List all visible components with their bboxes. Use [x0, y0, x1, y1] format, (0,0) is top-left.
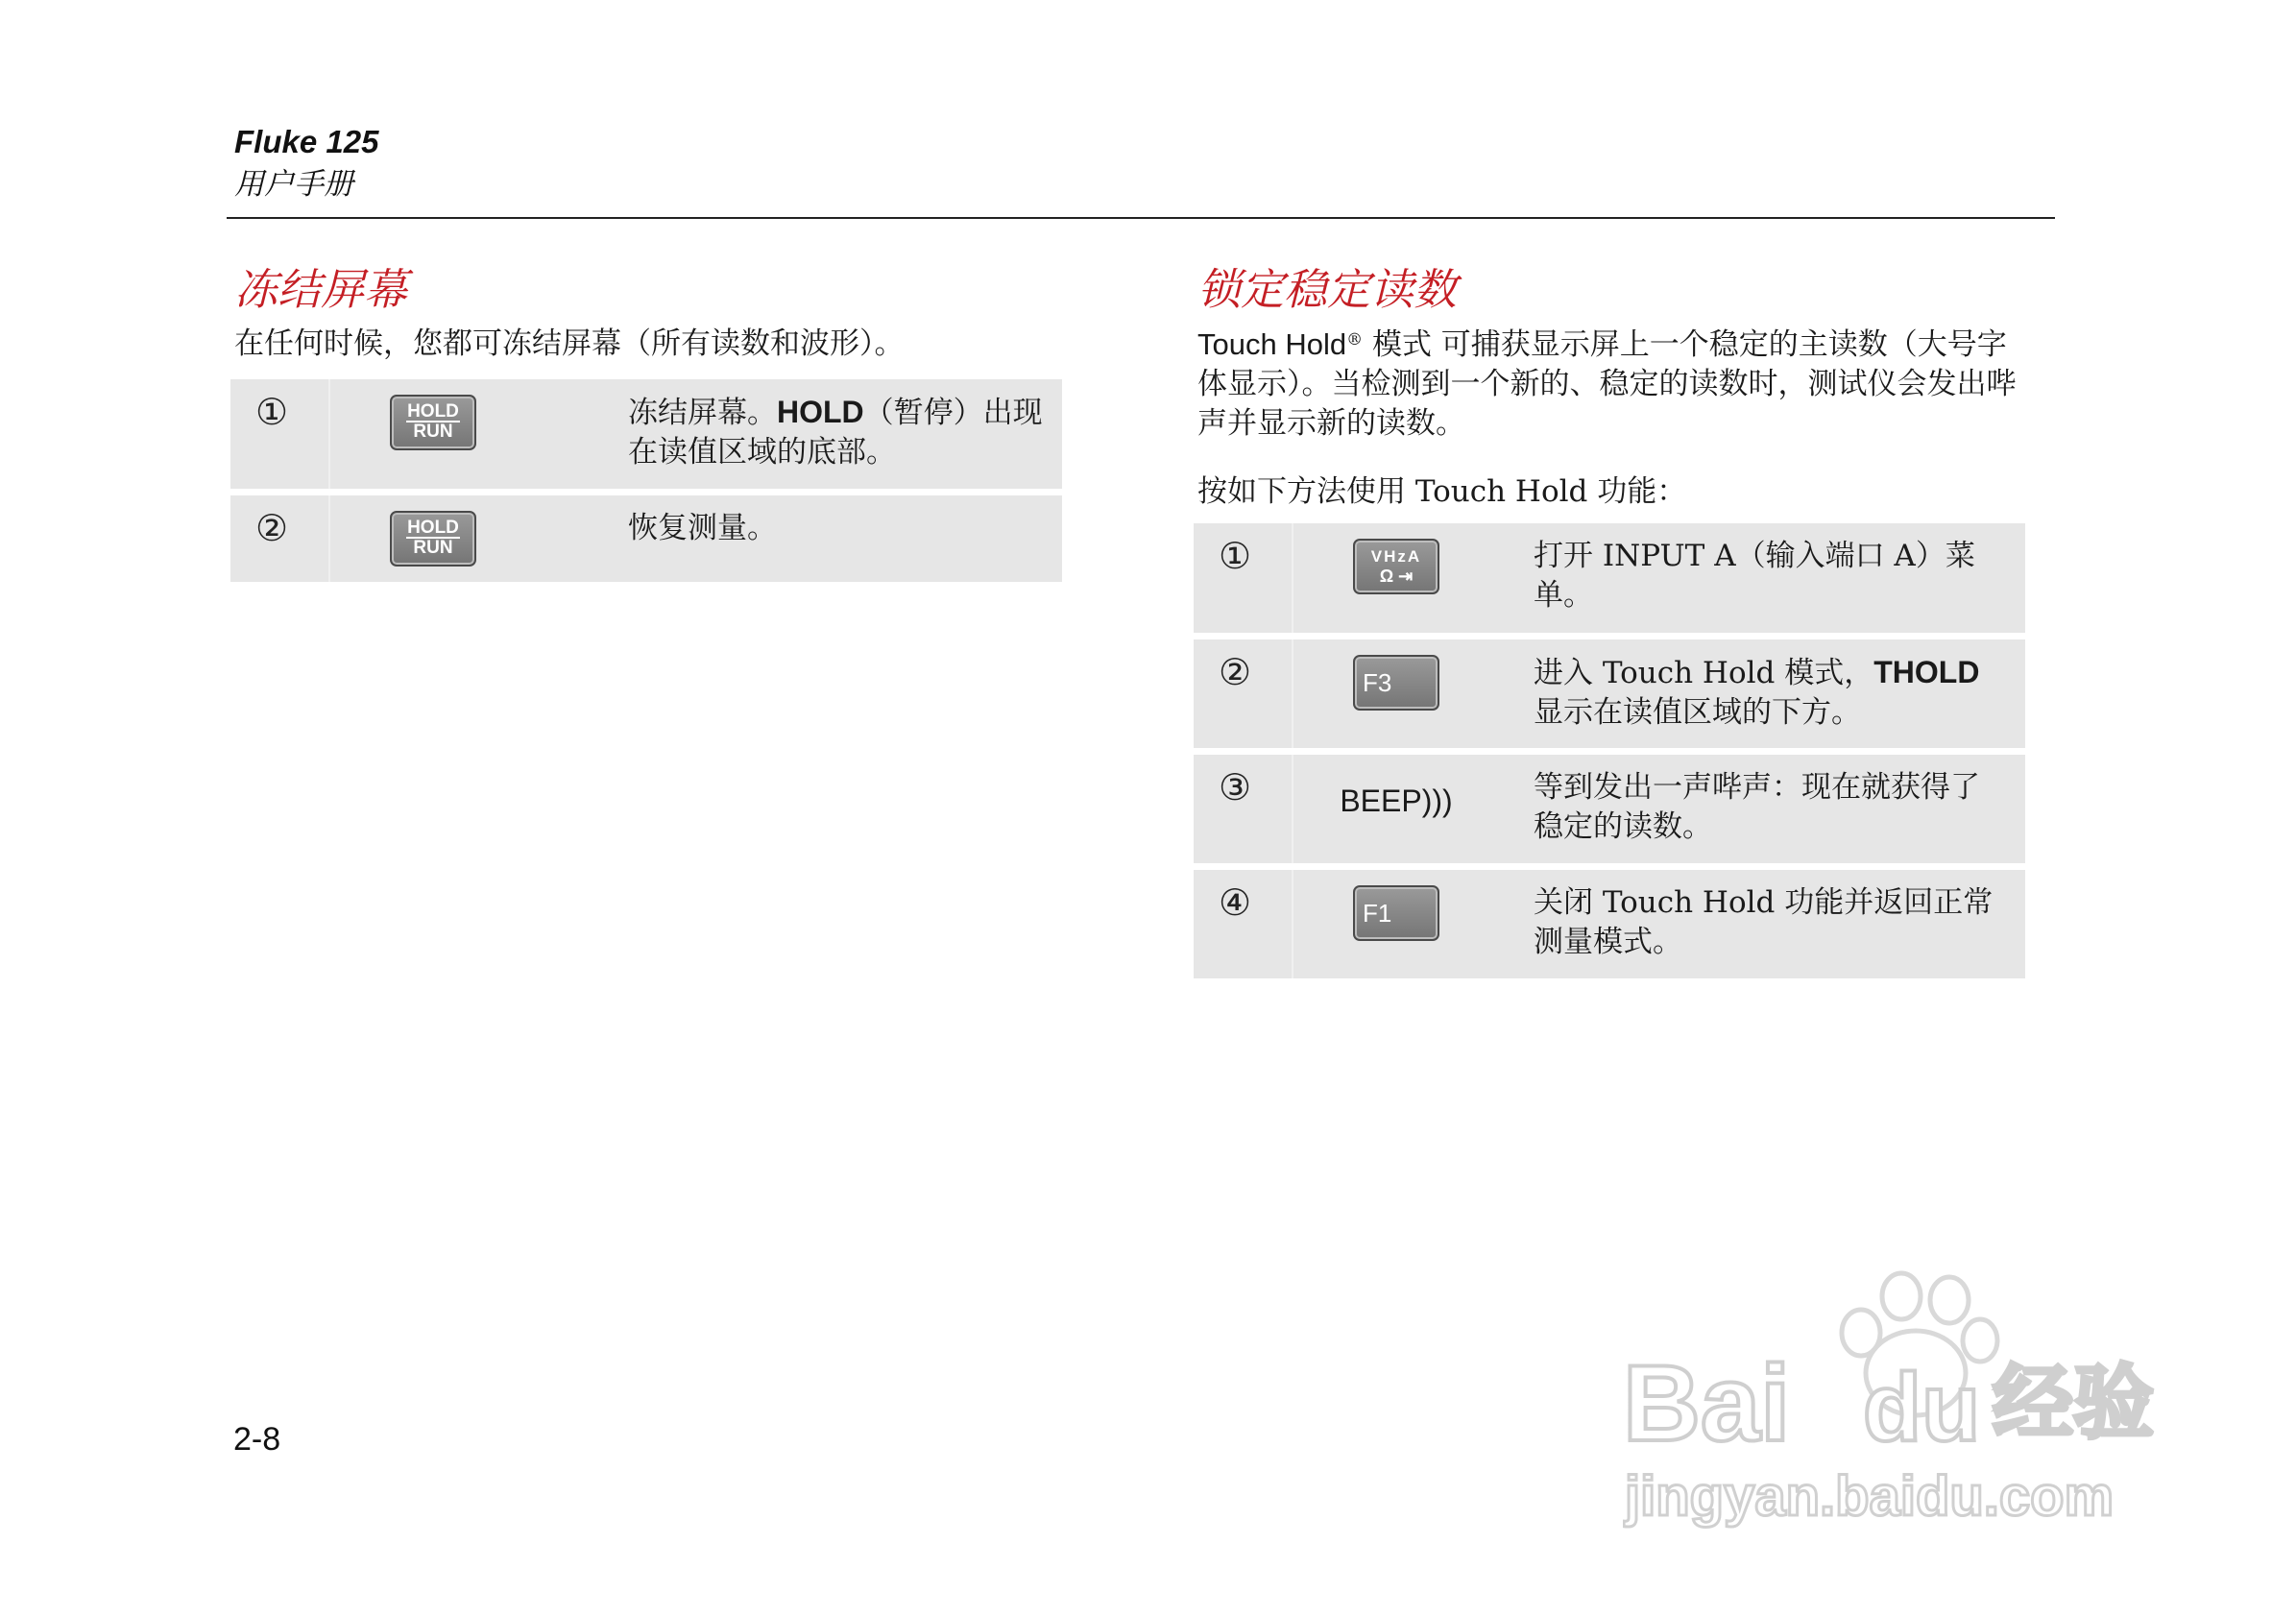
header-rule: [227, 217, 2055, 219]
section-freeze-screen: [230, 261, 1062, 589]
watermark-url: jingyan.baidu.com: [1625, 1465, 2115, 1528]
step-number: ②: [1219, 651, 1252, 693]
freeze-intro: 在任何时候，您都可冻结屏幕（所有读数和波形）。: [234, 326, 905, 361]
product-name: Fluke 125: [234, 124, 379, 159]
step-text: 等到发出一声哔声：现在就获得了稳定的读数。: [1534, 770, 1980, 844]
hold-run-key-icon: HOLD RUN: [390, 395, 476, 450]
f1-key-icon: F1: [1353, 885, 1439, 941]
hold-run-key-icon: HOLD RUN: [390, 511, 476, 567]
page-number: 2-8: [233, 1421, 281, 1458]
beep-icon: BEEP))): [1340, 784, 1453, 818]
step-text: 冻结屏幕。HOLD（暂停）出现在读值区域的底部。: [628, 395, 1043, 470]
table-row: [1194, 755, 2025, 863]
step-number: ①: [1219, 535, 1252, 577]
touch-hold-usage: 按如下方法使用 Touch Hold 功能：: [1197, 474, 1687, 509]
step-number: ②: [255, 507, 289, 549]
step-text: 恢复测量。: [628, 511, 777, 545]
step-number: ③: [1219, 766, 1252, 808]
baidu-jingyan-watermark: [1623, 1258, 2199, 1546]
section-touch-hold: [1194, 261, 2025, 985]
step-text: 关闭 Touch Hold 功能并返回正常测量模式。: [1534, 885, 1994, 959]
freeze-steps-table: [230, 379, 1062, 582]
touch-hold-steps-table: [1194, 523, 2025, 978]
section-title-freeze: 冻结屏幕: [234, 264, 408, 315]
step-text: 打开 INPUT A（输入端口 A）菜单。: [1534, 539, 1975, 613]
step-number: ①: [255, 391, 289, 433]
watermark-brand-cn: 经验: [1993, 1356, 2155, 1450]
table-row: [1194, 523, 2025, 633]
table-row: [1194, 870, 2025, 978]
watermark-brand-bai: Bai: [1623, 1343, 1791, 1463]
table-row: [1194, 639, 2025, 748]
page-header: [234, 121, 378, 205]
step-number: ④: [1219, 881, 1252, 924]
table-row: [230, 379, 1062, 489]
vhza-key-icon: VHzA Ω ⇥: [1353, 539, 1439, 594]
section-title-touch-hold: 锁定稳定读数: [1197, 264, 1458, 315]
manual-title: 用户手册: [234, 167, 353, 202]
table-row: [230, 495, 1062, 582]
f3-key-icon: F3: [1353, 655, 1439, 711]
step-text: 进入 Touch Hold 模式，THOLD 显示在读值区域的下方。: [1534, 655, 1980, 730]
touch-hold-intro: Touch Hold® 模式 可捕获显示屏上一个稳定的主读数（大号字体显示）。当检测到一个新的、稳定的读数时，测试仪会发出哔声并显示新的读数。: [1197, 327, 2017, 441]
watermark-brand-du: du: [1863, 1354, 1981, 1461]
